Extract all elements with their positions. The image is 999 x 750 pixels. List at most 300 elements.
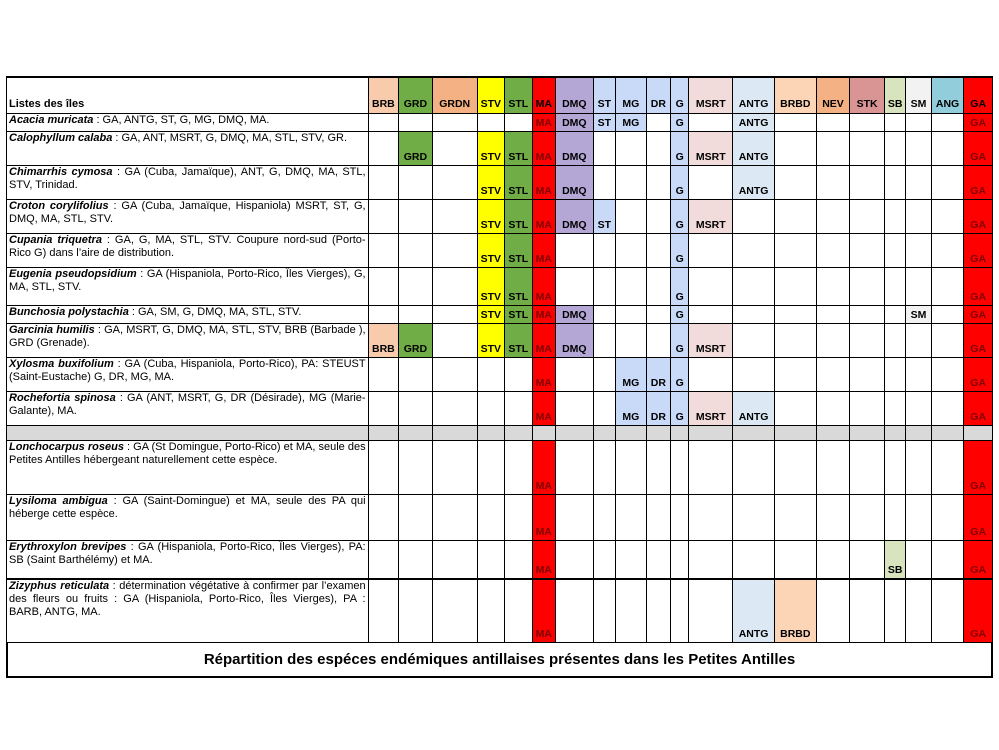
species-distribution-text: : GA (Cuba, Hispaniola, Porto-Rico), PA: STEUST (Saint-Eustache) G, DR, MG, MA. bbox=[9, 358, 366, 383]
empty-cell bbox=[505, 392, 533, 426]
presence-cell-ma: MA bbox=[532, 234, 555, 268]
presence-cell-ma: MA bbox=[532, 268, 555, 306]
empty-cell bbox=[646, 541, 670, 580]
separator-cell bbox=[555, 426, 593, 441]
presence-cell-dmq: DMQ bbox=[555, 166, 593, 200]
separator-cell bbox=[432, 426, 477, 441]
species-distribution-text: : GA (St Domingue, Porto-Rico) et MA, seule des Petites Antilles hébergeant naturellement cette espèce. bbox=[9, 441, 366, 466]
empty-cell bbox=[774, 114, 816, 132]
empty-cell bbox=[505, 114, 533, 132]
species-name: Lysiloma ambigua bbox=[9, 495, 108, 507]
empty-cell bbox=[906, 324, 931, 358]
column-header-stk: STK bbox=[850, 77, 885, 114]
presence-cell-sb: SB bbox=[884, 541, 905, 580]
column-header-brb: BRB bbox=[368, 77, 399, 114]
presence-cell-msrt: MSRT bbox=[689, 200, 733, 234]
empty-cell bbox=[593, 392, 615, 426]
empty-cell bbox=[505, 579, 533, 643]
empty-cell bbox=[774, 495, 816, 541]
empty-cell bbox=[816, 166, 850, 200]
empty-cell bbox=[733, 324, 775, 358]
empty-cell bbox=[733, 441, 775, 495]
empty-cell bbox=[774, 234, 816, 268]
empty-cell bbox=[884, 441, 905, 495]
empty-cell bbox=[368, 132, 399, 166]
presence-cell-dmq: DMQ bbox=[555, 324, 593, 358]
species-row bbox=[7, 324, 993, 358]
empty-cell bbox=[689, 166, 733, 200]
empty-cell bbox=[432, 234, 477, 268]
species-description bbox=[7, 541, 369, 580]
empty-cell bbox=[399, 114, 433, 132]
empty-cell bbox=[689, 495, 733, 541]
separator-cell bbox=[505, 426, 533, 441]
separator-cell bbox=[906, 426, 931, 441]
empty-cell bbox=[931, 132, 964, 166]
separator-cell bbox=[733, 426, 775, 441]
empty-cell bbox=[646, 324, 670, 358]
separator-cell bbox=[399, 426, 433, 441]
presence-cell-ma: MA bbox=[532, 392, 555, 426]
presence-cell-stl: STL bbox=[505, 234, 533, 268]
presence-cell-mg: MG bbox=[616, 358, 647, 392]
column-header-dmq: DMQ bbox=[555, 77, 593, 114]
species-distribution-text: : GA (Hispaniola, Porto-Rico, Îles Vierges), PA: SB (Saint Barthélémy) et MA. bbox=[9, 541, 366, 566]
separator-cell bbox=[774, 426, 816, 441]
empty-cell bbox=[884, 358, 905, 392]
species-name: Xylosma buxifolium bbox=[9, 358, 114, 370]
presence-cell-ma: MA bbox=[532, 579, 555, 643]
empty-cell bbox=[689, 268, 733, 306]
presence-cell-stv: STV bbox=[477, 306, 505, 324]
species-name: Acacia muricata bbox=[9, 114, 94, 126]
column-header-antg: ANTG bbox=[733, 77, 775, 114]
empty-cell bbox=[774, 358, 816, 392]
column-header-sm: SM bbox=[906, 77, 931, 114]
empty-cell bbox=[850, 166, 885, 200]
presence-cell-g: G bbox=[671, 392, 689, 426]
empty-cell bbox=[593, 268, 615, 306]
presence-cell-ma: MA bbox=[532, 495, 555, 541]
empty-cell bbox=[432, 324, 477, 358]
empty-cell bbox=[931, 541, 964, 580]
presence-cell-g: G bbox=[671, 234, 689, 268]
empty-cell bbox=[850, 358, 885, 392]
empty-cell bbox=[505, 358, 533, 392]
empty-cell bbox=[931, 324, 964, 358]
species-distribution-text: : GA (Hispaniola, Porto-Rico, Îles Vierges), G, MA, STL, STV. bbox=[9, 268, 366, 293]
empty-cell bbox=[931, 392, 964, 426]
empty-cell bbox=[646, 495, 670, 541]
empty-cell bbox=[850, 495, 885, 541]
species-distribution-text: : GA, ANTG, ST, G, MG, DMQ, MA. bbox=[93, 114, 270, 126]
presence-cell-msrt: MSRT bbox=[689, 132, 733, 166]
empty-cell bbox=[816, 306, 850, 324]
header-label: Listes des îles bbox=[7, 77, 369, 114]
empty-cell bbox=[774, 268, 816, 306]
empty-cell bbox=[477, 441, 505, 495]
presence-cell-mg: MG bbox=[616, 392, 647, 426]
empty-cell bbox=[432, 114, 477, 132]
presence-cell-ma: MA bbox=[532, 324, 555, 358]
empty-cell bbox=[816, 114, 850, 132]
column-header-msrt: MSRT bbox=[689, 77, 733, 114]
empty-cell bbox=[733, 268, 775, 306]
presence-cell-ga: GA bbox=[964, 166, 993, 200]
empty-cell bbox=[399, 306, 433, 324]
empty-cell bbox=[616, 324, 647, 358]
empty-cell bbox=[689, 234, 733, 268]
empty-cell bbox=[816, 541, 850, 580]
species-description bbox=[7, 306, 369, 324]
empty-cell bbox=[816, 579, 850, 643]
empty-cell bbox=[906, 392, 931, 426]
species-name: Eugenia pseudopsidium bbox=[9, 268, 137, 280]
species-distribution-text: : GA (ANT, MSRT, G, DR (Désirade), MG (Marie-Galante), MA. bbox=[9, 392, 366, 417]
empty-cell bbox=[555, 392, 593, 426]
empty-cell bbox=[616, 441, 647, 495]
empty-cell bbox=[931, 234, 964, 268]
presence-cell-g: G bbox=[671, 358, 689, 392]
empty-cell bbox=[616, 541, 647, 580]
empty-cell bbox=[477, 114, 505, 132]
species-name: Garcinia humilis bbox=[9, 324, 95, 336]
separator-cell bbox=[368, 426, 399, 441]
empty-cell bbox=[931, 441, 964, 495]
species-row bbox=[7, 441, 993, 495]
empty-cell bbox=[931, 579, 964, 643]
presence-cell-sm: SM bbox=[906, 306, 931, 324]
empty-cell bbox=[593, 166, 615, 200]
species-distribution-text: : GA (Saint-Domingue) et MA, seule des PA qui héberge cette espèce. bbox=[9, 495, 366, 520]
empty-cell bbox=[432, 268, 477, 306]
empty-cell bbox=[816, 234, 850, 268]
empty-cell bbox=[816, 324, 850, 358]
empty-cell bbox=[931, 114, 964, 132]
empty-cell bbox=[850, 579, 885, 643]
empty-cell bbox=[555, 495, 593, 541]
species-description bbox=[7, 579, 369, 643]
empty-cell bbox=[616, 200, 647, 234]
empty-cell bbox=[850, 268, 885, 306]
empty-cell bbox=[774, 392, 816, 426]
presence-cell-ma: MA bbox=[532, 441, 555, 495]
empty-cell bbox=[477, 358, 505, 392]
empty-cell bbox=[733, 234, 775, 268]
empty-cell bbox=[616, 579, 647, 643]
species-name: Cupania triquetra bbox=[9, 234, 102, 246]
species-row bbox=[7, 392, 993, 426]
species-description bbox=[7, 495, 369, 541]
empty-cell bbox=[616, 495, 647, 541]
empty-cell bbox=[850, 132, 885, 166]
empty-cell bbox=[399, 579, 433, 643]
presence-cell-ma: MA bbox=[532, 166, 555, 200]
empty-cell bbox=[593, 132, 615, 166]
empty-cell bbox=[906, 234, 931, 268]
empty-cell bbox=[368, 541, 399, 580]
empty-cell bbox=[689, 114, 733, 132]
column-header-g: G bbox=[671, 77, 689, 114]
empty-cell bbox=[368, 358, 399, 392]
presence-cell-ga: GA bbox=[964, 358, 993, 392]
separator-cell bbox=[931, 426, 964, 441]
empty-cell bbox=[616, 306, 647, 324]
empty-cell bbox=[906, 132, 931, 166]
presence-cell-stv: STV bbox=[477, 132, 505, 166]
empty-cell bbox=[816, 358, 850, 392]
empty-cell bbox=[884, 392, 905, 426]
empty-cell bbox=[774, 132, 816, 166]
presence-cell-g: G bbox=[671, 114, 689, 132]
empty-cell bbox=[555, 234, 593, 268]
empty-cell bbox=[368, 200, 399, 234]
empty-cell bbox=[646, 579, 670, 643]
separator-cell bbox=[593, 426, 615, 441]
separator-cell bbox=[964, 426, 993, 441]
species-description bbox=[7, 234, 369, 268]
empty-cell bbox=[368, 579, 399, 643]
empty-cell bbox=[850, 234, 885, 268]
empty-cell bbox=[399, 358, 433, 392]
species-name: Calophyllum calaba bbox=[9, 132, 113, 144]
empty-cell bbox=[646, 132, 670, 166]
empty-cell bbox=[399, 392, 433, 426]
presence-cell-antg: ANTG bbox=[733, 166, 775, 200]
column-header-stl: STL bbox=[505, 77, 533, 114]
species-description bbox=[7, 392, 369, 426]
presence-cell-stl: STL bbox=[505, 132, 533, 166]
empty-cell bbox=[593, 234, 615, 268]
empty-cell bbox=[399, 441, 433, 495]
empty-cell bbox=[616, 234, 647, 268]
empty-cell bbox=[368, 234, 399, 268]
species-distribution-text: : GA, SM, G, DMQ, MA, STL, STV. bbox=[128, 306, 302, 318]
empty-cell bbox=[774, 541, 816, 580]
empty-cell bbox=[368, 495, 399, 541]
empty-cell bbox=[593, 541, 615, 580]
presence-cell-ma: MA bbox=[532, 306, 555, 324]
empty-cell bbox=[931, 495, 964, 541]
presence-cell-ga: GA bbox=[964, 541, 993, 580]
empty-cell bbox=[505, 441, 533, 495]
presence-cell-ga: GA bbox=[964, 114, 993, 132]
species-distribution-text: : GA (Cuba, Jamaïque, Hispaniola) MSRT, ST, G, DMQ, MA, STL, STV. bbox=[9, 200, 366, 225]
separator-cell bbox=[671, 426, 689, 441]
presence-cell-g: G bbox=[671, 324, 689, 358]
species-row bbox=[7, 234, 993, 268]
presence-cell-g: G bbox=[671, 166, 689, 200]
column-header-dr: DR bbox=[646, 77, 670, 114]
empty-cell bbox=[884, 132, 905, 166]
separator-cell bbox=[646, 426, 670, 441]
empty-cell bbox=[733, 541, 775, 580]
presence-cell-stl: STL bbox=[505, 306, 533, 324]
species-distribution-text: : GA (Cuba, Jamaïque), ANT, G, DMQ, MA, STL, STV, Trinidad. bbox=[9, 166, 366, 191]
empty-cell bbox=[850, 541, 885, 580]
empty-cell bbox=[368, 306, 399, 324]
empty-cell bbox=[593, 358, 615, 392]
column-header-stv: STV bbox=[477, 77, 505, 114]
presence-cell-ga: GA bbox=[964, 234, 993, 268]
empty-cell bbox=[816, 495, 850, 541]
presence-cell-g: G bbox=[671, 132, 689, 166]
empty-cell bbox=[884, 114, 905, 132]
presence-cell-stl: STL bbox=[505, 268, 533, 306]
presence-cell-g: G bbox=[671, 268, 689, 306]
species-row bbox=[7, 579, 993, 643]
presence-cell-msrt: MSRT bbox=[689, 392, 733, 426]
header-row bbox=[7, 77, 993, 114]
presence-cell-stv: STV bbox=[477, 324, 505, 358]
presence-cell-stv: STV bbox=[477, 166, 505, 200]
presence-cell-ma: MA bbox=[532, 114, 555, 132]
column-header-grd: GRD bbox=[399, 77, 433, 114]
empty-cell bbox=[477, 541, 505, 580]
column-header-brbd: BRBD bbox=[774, 77, 816, 114]
species-row bbox=[7, 358, 993, 392]
empty-cell bbox=[555, 441, 593, 495]
presence-cell-ma: MA bbox=[532, 541, 555, 580]
empty-cell bbox=[884, 324, 905, 358]
empty-cell bbox=[593, 306, 615, 324]
empty-cell bbox=[906, 441, 931, 495]
empty-cell bbox=[774, 166, 816, 200]
presence-cell-ga: GA bbox=[964, 495, 993, 541]
empty-cell bbox=[432, 132, 477, 166]
presence-cell-st: ST bbox=[593, 200, 615, 234]
empty-cell bbox=[671, 541, 689, 580]
species-description bbox=[7, 358, 369, 392]
separator-cell bbox=[477, 426, 505, 441]
empty-cell bbox=[906, 541, 931, 580]
empty-cell bbox=[733, 306, 775, 324]
separator-cell bbox=[850, 426, 885, 441]
presence-cell-st: ST bbox=[593, 114, 615, 132]
presence-cell-antg: ANTG bbox=[733, 392, 775, 426]
empty-cell bbox=[884, 579, 905, 643]
empty-cell bbox=[850, 200, 885, 234]
empty-cell bbox=[906, 495, 931, 541]
empty-cell bbox=[555, 268, 593, 306]
species-row bbox=[7, 200, 993, 234]
presence-cell-mg: MG bbox=[616, 114, 647, 132]
separator-cell bbox=[532, 426, 555, 441]
presence-cell-ma: MA bbox=[532, 132, 555, 166]
empty-cell bbox=[884, 166, 905, 200]
empty-cell bbox=[884, 200, 905, 234]
empty-cell bbox=[593, 441, 615, 495]
empty-cell bbox=[477, 495, 505, 541]
empty-cell bbox=[671, 579, 689, 643]
separator-cell bbox=[616, 426, 647, 441]
species-distribution-text: : détermination végétative à confirmer par l’examen des fleurs ou fruits : GA (Hispaniola, Porto-Rico, Îles Vierges), PA : BARB, ANTG, MA. bbox=[9, 580, 366, 618]
separator-cell bbox=[884, 426, 905, 441]
presence-cell-stl: STL bbox=[505, 166, 533, 200]
presence-cell-g: G bbox=[671, 306, 689, 324]
empty-cell bbox=[689, 579, 733, 643]
empty-cell bbox=[399, 234, 433, 268]
table-caption: Répartition des espéces endémiques antillaises présentes dans les Petites Antilles bbox=[6, 643, 993, 678]
empty-cell bbox=[774, 324, 816, 358]
empty-cell bbox=[733, 200, 775, 234]
species-name: Chimarrhis cymosa bbox=[9, 166, 113, 178]
empty-cell bbox=[906, 166, 931, 200]
presence-cell-stv: STV bbox=[477, 234, 505, 268]
species-name: Croton corylifolius bbox=[9, 200, 109, 212]
species-name: Lonchocarpus roseus bbox=[9, 441, 124, 453]
species-distribution-text: : GA, MSRT, G, DMQ, MA, STL, STV, BRB (Barbade ), GRD (Grenade). bbox=[9, 324, 366, 349]
empty-cell bbox=[850, 306, 885, 324]
separator-cell bbox=[689, 426, 733, 441]
empty-cell bbox=[432, 392, 477, 426]
empty-cell bbox=[368, 441, 399, 495]
empty-cell bbox=[816, 132, 850, 166]
empty-cell bbox=[593, 495, 615, 541]
species-description bbox=[7, 268, 369, 306]
presence-cell-ga: GA bbox=[964, 306, 993, 324]
empty-cell bbox=[671, 441, 689, 495]
empty-cell bbox=[399, 166, 433, 200]
presence-cell-ga: GA bbox=[964, 579, 993, 643]
presence-cell-dmq: DMQ bbox=[555, 114, 593, 132]
empty-cell bbox=[432, 541, 477, 580]
empty-cell bbox=[774, 200, 816, 234]
species-row bbox=[7, 114, 993, 132]
empty-cell bbox=[399, 541, 433, 580]
presence-cell-grd: GRD bbox=[399, 132, 433, 166]
presence-cell-g: G bbox=[671, 200, 689, 234]
separator-cell bbox=[816, 426, 850, 441]
presence-cell-dmq: DMQ bbox=[555, 200, 593, 234]
empty-cell bbox=[432, 495, 477, 541]
distribution-document bbox=[6, 76, 993, 678]
empty-cell bbox=[646, 441, 670, 495]
empty-cell bbox=[884, 306, 905, 324]
empty-cell bbox=[555, 541, 593, 580]
presence-cell-ga: GA bbox=[964, 132, 993, 166]
column-header-st: ST bbox=[593, 77, 615, 114]
empty-cell bbox=[555, 579, 593, 643]
empty-cell bbox=[931, 166, 964, 200]
presence-cell-antg: ANTG bbox=[733, 579, 775, 643]
species-row bbox=[7, 541, 993, 580]
empty-cell bbox=[555, 358, 593, 392]
empty-cell bbox=[368, 268, 399, 306]
species-name: Bunchosia polystachia bbox=[9, 306, 129, 318]
empty-cell bbox=[399, 268, 433, 306]
presence-cell-antg: ANTG bbox=[733, 132, 775, 166]
empty-cell bbox=[774, 441, 816, 495]
empty-cell bbox=[931, 306, 964, 324]
empty-cell bbox=[906, 358, 931, 392]
empty-cell bbox=[616, 132, 647, 166]
column-header-nev: NEV bbox=[816, 77, 850, 114]
empty-cell bbox=[931, 268, 964, 306]
empty-cell bbox=[906, 268, 931, 306]
presence-cell-stl: STL bbox=[505, 324, 533, 358]
presence-cell-dmq: DMQ bbox=[555, 306, 593, 324]
species-row bbox=[7, 306, 993, 324]
empty-cell bbox=[850, 324, 885, 358]
empty-cell bbox=[505, 495, 533, 541]
empty-cell bbox=[733, 358, 775, 392]
separator-cell bbox=[7, 426, 369, 441]
empty-cell bbox=[368, 392, 399, 426]
presence-cell-stv: STV bbox=[477, 200, 505, 234]
empty-cell bbox=[931, 358, 964, 392]
column-header-ga: GA bbox=[964, 77, 993, 114]
